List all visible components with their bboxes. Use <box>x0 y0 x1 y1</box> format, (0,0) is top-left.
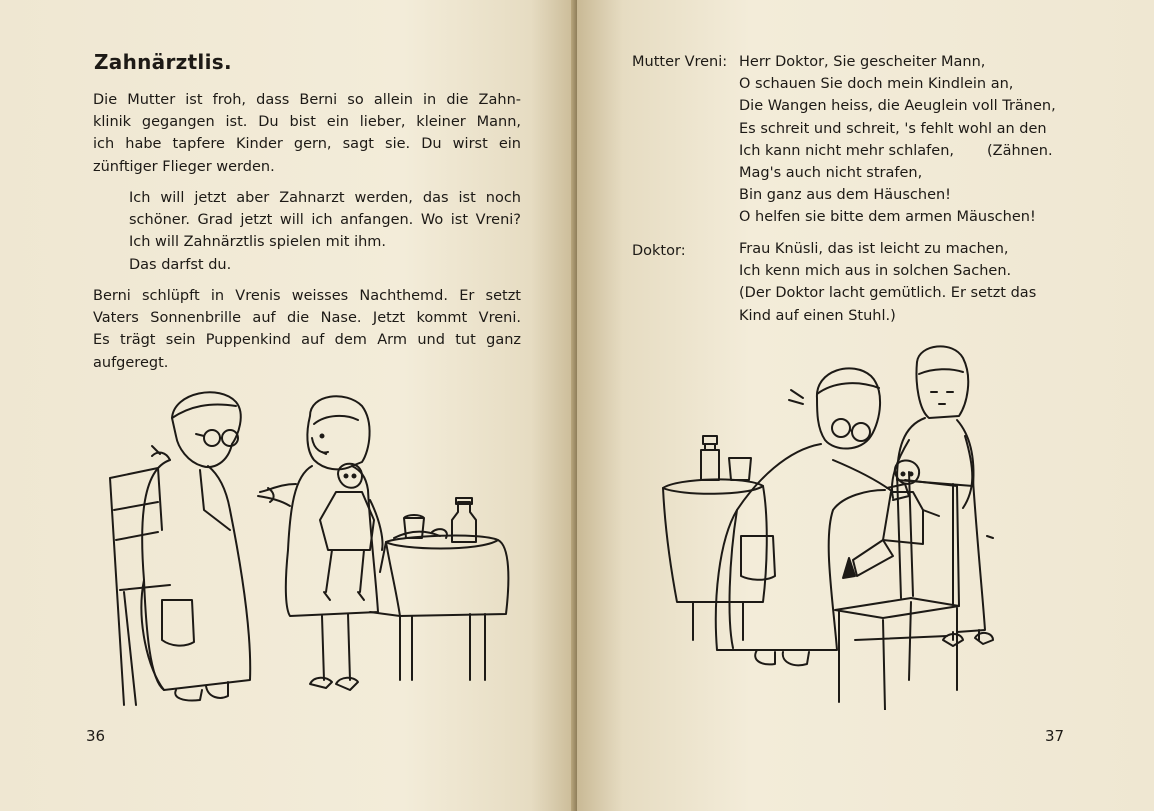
page-number: 36 <box>86 727 106 745</box>
verse-doktor <box>739 238 1036 327</box>
page-title: Zahnärztlis. <box>94 50 232 74</box>
paragraph-intro <box>93 89 521 178</box>
text-line: Ich kenn mich aus in solchen Sachen. <box>739 263 1012 280</box>
right-page <box>577 0 1154 811</box>
text-line: klinik gegangen ist. Du bist ein lieber, kleiner Mann, <box>93 114 521 131</box>
text-line: Ich will jetzt aber Zahnarzt werden, das ist noch <box>129 190 521 206</box>
text-line: Mag's auch nicht strafen, <box>739 165 923 182</box>
text-line: Ich will Zahnärztlis spielen mit ihm. <box>129 234 387 251</box>
verse-overflow: (Zähnen. <box>987 143 1053 159</box>
illustration-dentist-and-girl <box>100 380 520 710</box>
text-line: aufgeregt. <box>93 354 169 371</box>
text-line: Berni schlüpft in Vrenis weisses Nachthemd. Er setzt <box>93 288 521 304</box>
text-line: Herr Doktor, Sie gescheiter Mann, <box>739 54 986 70</box>
text-line: Ich kann nicht mehr schlafen, <box>739 142 955 159</box>
text-line: Das darfst du. <box>129 256 232 273</box>
page-number: 37 <box>1045 727 1065 745</box>
text-line: zünftiger Flieger werden. <box>93 158 275 175</box>
speaker-doktor: Doktor: <box>632 243 686 259</box>
text-line: Es trägt sein Puppenkind auf dem Arm und tut ganz <box>93 332 521 349</box>
text-line: ich habe tapfere Kinder gern, sagt sie. Du wirst ein <box>93 136 521 153</box>
paragraph-narration <box>93 285 521 374</box>
text-line: Vaters Sonnenbrille auf die Nase. Jetzt kommt Vreni. <box>93 310 521 327</box>
text-line: Die Mutter ist froh, dass Berni so allein in die Zahn- <box>93 92 521 108</box>
paragraph-dialogue <box>129 187 521 276</box>
text-line: (Der Doktor lacht gemütlich. Er setzt das <box>739 285 1037 302</box>
text-line: Frau Knüsli, das ist leicht zu machen, <box>739 241 1009 257</box>
text-line: O schauen Sie doch mein Kindlein an, <box>739 76 1014 93</box>
text-line: schöner. Grad jetzt will ich anfangen. Wo ist Vreni? <box>129 212 521 229</box>
text-line: Es schreit und schreit, 's fehlt wohl an den <box>739 120 1047 137</box>
text-line: Kind auf einen Stuhl.) <box>739 307 896 324</box>
text-line: Bin ganz aus dem Häuschen! <box>739 187 951 204</box>
speaker-mutter-vreni: Mutter Vreni: <box>632 54 728 70</box>
text-line: Die Wangen heiss, die Aeuglein voll Tränen, <box>739 98 1056 115</box>
illustration-doctor-examining-doll <box>657 340 1097 710</box>
text-line: O helfen sie bitte dem armen Mäuschen! <box>739 209 1036 226</box>
